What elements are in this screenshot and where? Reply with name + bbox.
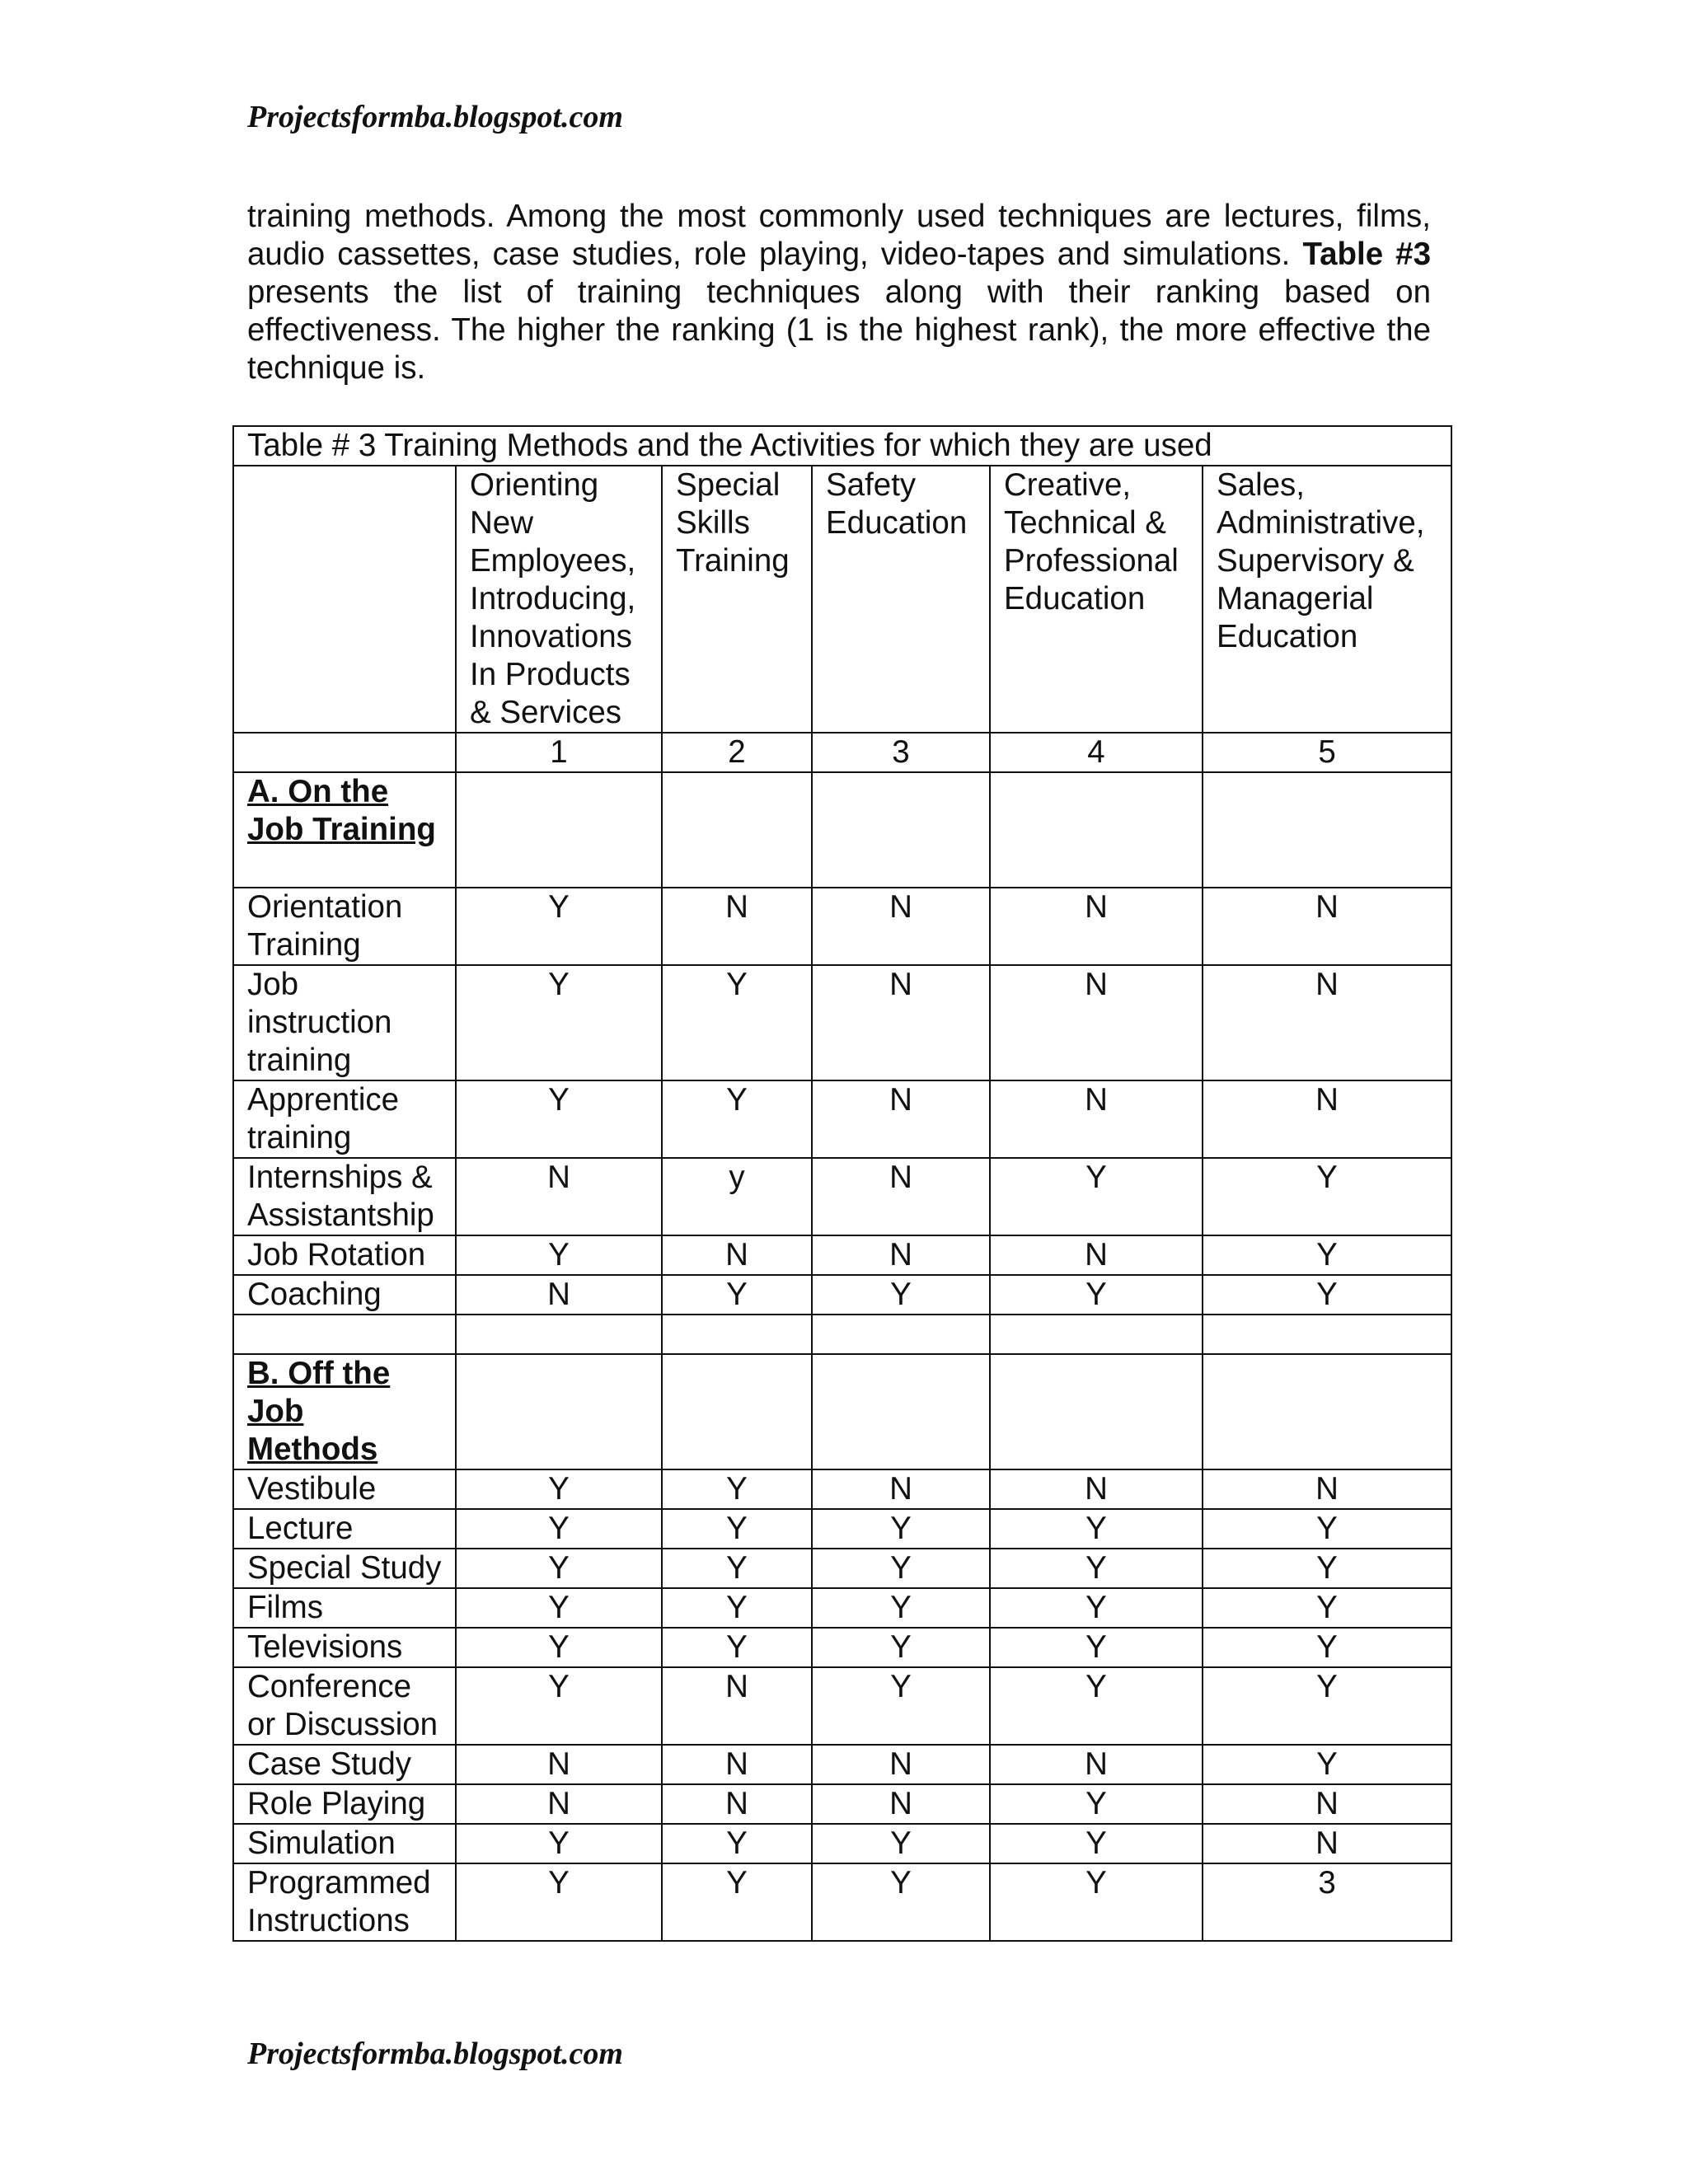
value-cell: Y: [456, 1549, 662, 1588]
value-cell: Y: [990, 1628, 1203, 1667]
value-cell: Y: [812, 1509, 990, 1549]
empty-cell: [990, 1354, 1203, 1469]
method-name: Job instruction training: [233, 965, 456, 1080]
value-cell: Y: [1203, 1275, 1451, 1315]
column-header: Creative, Technical & Professional Education: [990, 466, 1203, 733]
intro-text-2: presents the list of training techniques along with their ranking based on effectiveness. The higher the ranking (1 is the highest rank), the more effective the technique is.: [247, 274, 1431, 386]
value-cell: N: [812, 1158, 990, 1235]
value-cell: N: [812, 1080, 990, 1158]
value-cell: N: [456, 1275, 662, 1315]
value-cell: N: [662, 1784, 812, 1824]
value-cell: N: [990, 1745, 1203, 1784]
empty-header-cell: [233, 466, 456, 733]
page-header: Projectsformba.blogspot.com: [247, 100, 623, 134]
empty-cell: [990, 1315, 1203, 1354]
empty-cell: [456, 1315, 662, 1354]
method-name: Orientation Training: [233, 888, 456, 965]
method-name: Conference or Discussion: [233, 1667, 456, 1745]
empty-cell: [233, 1315, 456, 1354]
blank-row: [233, 1315, 1451, 1354]
empty-cell: [812, 1315, 990, 1354]
value-cell: N: [812, 1235, 990, 1275]
table-row: [233, 1235, 1451, 1275]
table-row: [233, 1080, 1451, 1158]
value-cell: Y: [662, 965, 812, 1080]
value-cell: N: [812, 888, 990, 965]
method-name: Case Study: [233, 1745, 456, 1784]
table-reference: Table #3: [1302, 237, 1432, 272]
table-row: [233, 888, 1451, 965]
value-cell: Y: [662, 1549, 812, 1588]
section-header-row: [233, 1354, 1451, 1469]
rank-number: 5: [1203, 733, 1451, 772]
value-cell: Y: [990, 1275, 1203, 1315]
value-cell: Y: [1203, 1667, 1451, 1745]
empty-cell: [1203, 772, 1451, 888]
value-cell: Y: [662, 1080, 812, 1158]
value-cell: Y: [662, 1469, 812, 1509]
value-cell: N: [1203, 1469, 1451, 1509]
value-cell: N: [812, 1784, 990, 1824]
method-name: Vestibule: [233, 1469, 456, 1509]
method-name: Lecture: [233, 1509, 456, 1549]
method-name: Job Rotation: [233, 1235, 456, 1275]
rank-number: 1: [456, 733, 662, 772]
intro-paragraph: [247, 198, 1431, 387]
value-cell: Y: [990, 1784, 1203, 1824]
value-cell: Y: [456, 1667, 662, 1745]
table-row: [233, 1549, 1451, 1588]
value-cell: N: [812, 1469, 990, 1509]
value-cell: Y: [662, 1588, 812, 1628]
value-cell: Y: [990, 1509, 1203, 1549]
value-cell: y: [662, 1158, 812, 1235]
value-cell: Y: [990, 1667, 1203, 1745]
value-cell: N: [456, 1784, 662, 1824]
empty-cell: [662, 772, 812, 888]
value-cell: N: [456, 1158, 662, 1235]
value-cell: 3: [1203, 1863, 1451, 1941]
table-row: [233, 965, 1451, 1080]
value-cell: Y: [662, 1275, 812, 1315]
rank-row: [233, 733, 1451, 772]
value-cell: Y: [990, 1549, 1203, 1588]
value-cell: Y: [456, 1469, 662, 1509]
table-row: [233, 1784, 1451, 1824]
page-footer: Projectsformba.blogspot.com: [247, 2036, 623, 2071]
column-header: Sales, Administrative, Supervisory & Managerial Education: [1203, 466, 1451, 733]
value-cell: Y: [456, 1235, 662, 1275]
value-cell: Y: [812, 1275, 990, 1315]
value-cell: Y: [456, 1863, 662, 1941]
value-cell: N: [1203, 1080, 1451, 1158]
value-cell: Y: [1203, 1235, 1451, 1275]
value-cell: N: [662, 1667, 812, 1745]
value-cell: Y: [662, 1509, 812, 1549]
method-name: Apprentice training: [233, 1080, 456, 1158]
intro-text-1: training methods. Among the most commonly used techniques are lectures, films, audio cassettes, case studies, role playing, video-tapes and simulations.: [247, 199, 1431, 272]
rank-number: 2: [662, 733, 812, 772]
empty-cell: [662, 1354, 812, 1469]
empty-cell: [456, 772, 662, 888]
section-header-row: [233, 772, 1451, 888]
method-name: Programmed Instructions: [233, 1863, 456, 1941]
value-cell: Y: [990, 1863, 1203, 1941]
value-cell: Y: [812, 1863, 990, 1941]
value-cell: Y: [456, 965, 662, 1080]
method-name: Special Study: [233, 1549, 456, 1588]
empty-cell: [1203, 1315, 1451, 1354]
value-cell: N: [990, 1235, 1203, 1275]
value-cell: N: [1203, 965, 1451, 1080]
section-title: [233, 1354, 456, 1469]
column-header: Orienting New Employees, Introducing, Innovations In Products & Services: [456, 466, 662, 733]
value-cell: N: [990, 965, 1203, 1080]
section-title: [233, 772, 456, 888]
table-row: [233, 1628, 1451, 1667]
value-cell: Y: [990, 1158, 1203, 1235]
empty-cell: [812, 772, 990, 888]
value-cell: Y: [456, 1588, 662, 1628]
value-cell: N: [1203, 1784, 1451, 1824]
value-cell: Y: [662, 1863, 812, 1941]
table-row: [233, 1275, 1451, 1315]
value-cell: Y: [812, 1549, 990, 1588]
method-name: Role Playing: [233, 1784, 456, 1824]
value-cell: Y: [662, 1628, 812, 1667]
method-name: Televisions: [233, 1628, 456, 1667]
empty-cell: [990, 772, 1203, 888]
value-cell: N: [990, 1080, 1203, 1158]
value-cell: Y: [812, 1667, 990, 1745]
value-cell: N: [990, 888, 1203, 965]
value-cell: N: [662, 1745, 812, 1784]
method-name: Simulation: [233, 1824, 456, 1863]
value-cell: Y: [990, 1824, 1203, 1863]
value-cell: N: [456, 1745, 662, 1784]
value-cell: Y: [456, 1628, 662, 1667]
column-header: Safety Education: [812, 466, 990, 733]
table-row: [233, 1863, 1451, 1941]
table-caption: Table # 3 Training Methods and the Activities for which they are used: [233, 426, 1451, 466]
empty-cell: [456, 1354, 662, 1469]
table-row: [233, 1158, 1451, 1235]
value-cell: N: [1203, 888, 1451, 965]
value-cell: Y: [1203, 1588, 1451, 1628]
value-cell: Y: [456, 888, 662, 965]
rank-number: 3: [812, 733, 990, 772]
rank-number: 4: [990, 733, 1203, 772]
column-header: Special Skills Training: [662, 466, 812, 733]
value-cell: N: [662, 1235, 812, 1275]
value-cell: Y: [990, 1588, 1203, 1628]
column-header-row: [233, 466, 1451, 733]
table-row: [233, 1588, 1451, 1628]
empty-cell: [1203, 1354, 1451, 1469]
section-title-text: B. Off the Job Methods: [247, 1356, 391, 1467]
value-cell: N: [1203, 1824, 1451, 1863]
value-cell: Y: [456, 1509, 662, 1549]
empty-cell: [662, 1315, 812, 1354]
value-cell: Y: [1203, 1158, 1451, 1235]
empty-cell: [812, 1354, 990, 1469]
table-row: [233, 1469, 1451, 1509]
value-cell: Y: [1203, 1628, 1451, 1667]
section-title-text: A. On the Job Training: [247, 774, 436, 847]
value-cell: Y: [456, 1824, 662, 1863]
training-methods-table: [232, 425, 1452, 1942]
table-row: [233, 1745, 1451, 1784]
value-cell: Y: [1203, 1549, 1451, 1588]
value-cell: Y: [456, 1080, 662, 1158]
method-name: Films: [233, 1588, 456, 1628]
value-cell: Y: [812, 1588, 990, 1628]
value-cell: N: [662, 888, 812, 965]
method-name: Internships & Assistantship: [233, 1158, 456, 1235]
value-cell: N: [812, 965, 990, 1080]
value-cell: Y: [1203, 1509, 1451, 1549]
value-cell: N: [812, 1745, 990, 1784]
table-row: [233, 1509, 1451, 1549]
value-cell: Y: [1203, 1745, 1451, 1784]
table-row: [233, 1667, 1451, 1745]
value-cell: Y: [812, 1628, 990, 1667]
table-row: [233, 1824, 1451, 1863]
empty-rank-cell: [233, 733, 456, 772]
value-cell: Y: [662, 1824, 812, 1863]
method-name: Coaching: [233, 1275, 456, 1315]
value-cell: Y: [812, 1824, 990, 1863]
value-cell: N: [990, 1469, 1203, 1509]
